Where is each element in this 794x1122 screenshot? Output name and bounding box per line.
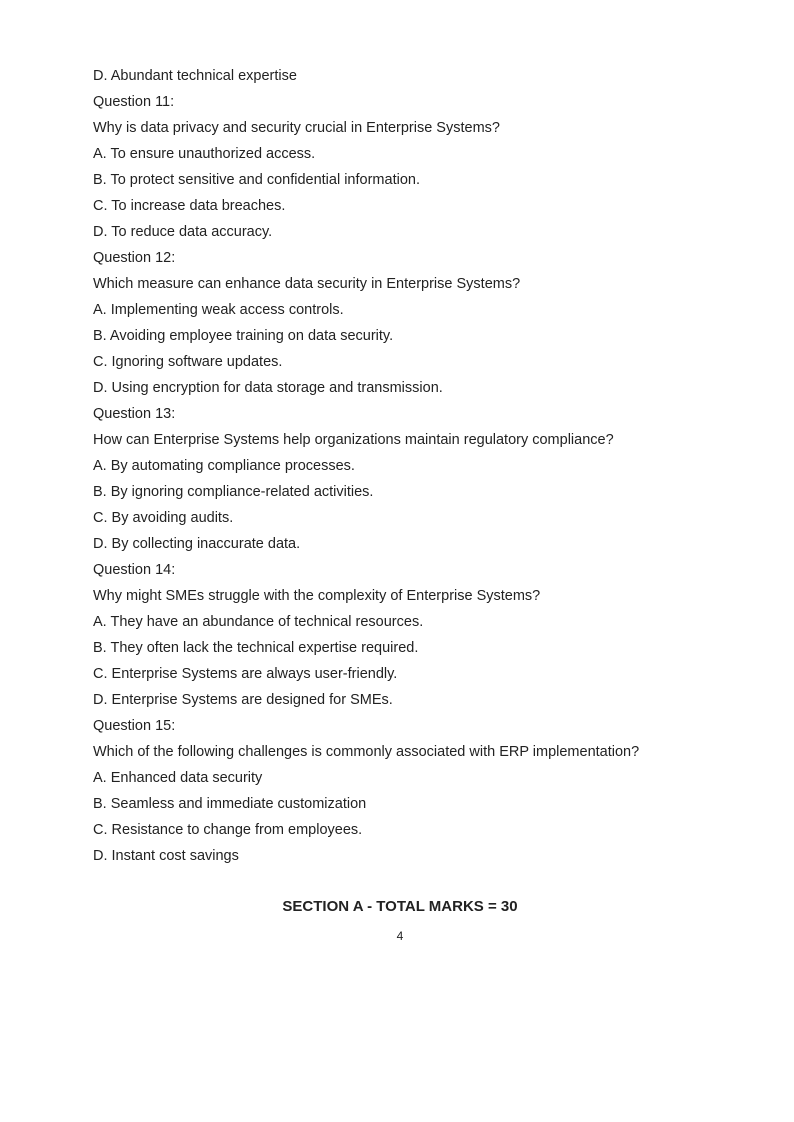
question-number: Question 12: [93,250,176,266]
question-list [93,63,733,869]
answer-option: A. They have an abundance of technical resources. [93,614,424,630]
text-line: How can Enterprise Systems help organizations maintain regulatory compliance? [93,432,614,448]
answer-option: C. Ignoring software updates. [93,354,283,370]
text-line: Which measure can enhance data security in Enterprise Systems? [93,276,521,292]
answer-option: B. They often lack the technical expertise required. [93,640,419,656]
answer-option: B. Avoiding employee training on data security. [93,328,394,344]
question-number: Question 13: [93,406,176,422]
question-number: Question 11: [93,94,175,110]
answer-option: A. Enhanced data security [93,770,263,786]
answer-option: A. Implementing weak access controls. [93,302,344,318]
answer-option: D. Abundant technical expertise [93,68,297,84]
answer-option: C. Resistance to change from employees. [93,822,363,838]
answer-option: A. To ensure unauthorized access. [93,146,316,162]
answer-option: B. To protect sensitive and confidential information. [93,172,420,188]
question-number: Question 14: [93,562,176,578]
text-line: Why is data privacy and security crucial in Enterprise Systems? [93,120,500,136]
answer-option: C. By avoiding audits. [93,510,234,526]
answer-option: D. Using encryption for data storage and transmission. [93,380,443,396]
answer-option: D. Instant cost savings [93,848,239,864]
answer-option: C. To increase data breaches. [93,198,286,214]
answer-option: A. By automating compliance processes. [93,458,355,474]
answer-option: D. Enterprise Systems are designed for SMEs. [93,692,393,708]
answer-option: B. By ignoring compliance-related activities. [93,484,374,500]
page-number: 4 [396,929,404,943]
text-line: Why might SMEs struggle with the complexity of Enterprise Systems? [93,588,541,604]
answer-option: B. Seamless and immediate customization [93,796,367,812]
answer-option: D. By collecting inaccurate data. [93,536,301,552]
answer-option: D. To reduce data accuracy. [93,224,273,240]
text-line: Which of the following challenges is commonly associated with ERP implementation? [93,744,640,760]
section-total-heading: SECTION A - TOTAL MARKS = 30 [282,898,518,915]
answer-option: C. Enterprise Systems are always user-friendly. [93,666,398,682]
question-number: Question 15: [93,718,176,734]
